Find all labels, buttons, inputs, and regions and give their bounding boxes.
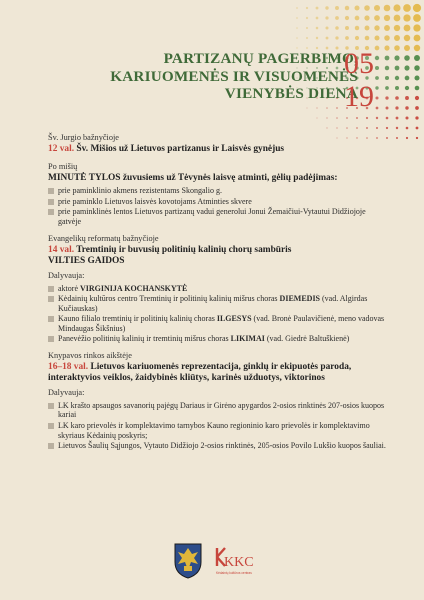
decorative-dot <box>395 86 399 90</box>
section-2-location: Po mišių <box>48 162 78 172</box>
program-content <box>48 133 388 451</box>
decorative-dot <box>366 127 368 129</box>
decorative-dot <box>336 117 338 119</box>
decorative-dot <box>306 47 308 49</box>
decorative-dot <box>345 36 349 40</box>
decorative-dot <box>416 137 418 139</box>
decorative-dot <box>414 65 420 71</box>
decorative-dot <box>386 127 388 129</box>
decorative-dot <box>413 4 421 12</box>
decorative-dot <box>415 96 419 100</box>
section-3-event-text: Tremtinių ir buvusių politinių kalinių chorų sambūris <box>76 245 292 256</box>
decorative-dot <box>405 96 409 100</box>
decorative-dot <box>355 26 359 30</box>
decorative-dot <box>384 35 390 41</box>
list-item: Lietuvos Šaulių Sąjungos, Vytauto Didžiojo 2-osios rinktinės, 205-osios Povilo Lukšio kuopos šauliai. <box>48 441 388 451</box>
section-4-event-text: Lietuvos kariuomenės reprezentacija, ginklų ir ekipuotės paroda, interaktyvios veiklos, žaidybinės kliūtys, karinės užduotys, viktorinos <box>48 362 352 384</box>
decorative-dot <box>325 26 328 29</box>
decorative-dot <box>316 17 319 20</box>
decorative-dot <box>395 66 400 71</box>
decorative-dot <box>326 117 327 118</box>
decorative-dot <box>365 26 370 31</box>
decorative-dot <box>406 137 408 139</box>
decorative-dot <box>406 127 409 130</box>
list-item: Kėdainių kultūros centro Tremtinių ir politinių kalinių mišrus choras DIEMEDIS (vad. Algirdas Kučiauskas) <box>48 294 388 314</box>
decorative-dot <box>326 37 329 40</box>
decorative-dot <box>403 4 411 12</box>
decorative-dot <box>346 117 348 119</box>
section-3-time: 14 val. <box>48 245 75 256</box>
decorative-dot <box>394 35 400 41</box>
decorative-dot <box>396 127 398 129</box>
decorative-dot <box>306 27 308 29</box>
date-block <box>344 47 392 113</box>
decorative-dot <box>356 117 358 119</box>
decorative-dot <box>336 107 338 109</box>
decorative-dot <box>415 106 419 110</box>
decorative-dot <box>365 36 370 41</box>
decorative-dot <box>326 107 328 109</box>
decorative-dot <box>403 14 410 21</box>
decorative-dot <box>364 15 369 20</box>
list-item: LK krašto apsaugos savanorių pajėgų Dariaus ir Girėno apygardos 2-osios rinktinės 207-osios kuopos kariai <box>48 401 388 421</box>
section-1-event-text: Šv. Mišios už Lietuvos partizanus ir Laisvės gynėjus <box>76 144 285 155</box>
decorative-dot <box>405 76 410 81</box>
decorative-dot <box>335 26 339 30</box>
svg-text:Kėdainių kultūros centras: Kėdainių kultūros centras <box>216 571 252 575</box>
decorative-dot <box>355 16 360 21</box>
decorative-dot <box>404 35 410 41</box>
title-line-3: VIENYBĖS DIENA <box>224 85 358 102</box>
decorative-dot <box>396 137 398 139</box>
section-3-participants-label: Dalyvauja: <box>48 271 85 281</box>
decorative-dot <box>395 76 399 80</box>
decorative-dot <box>296 17 298 19</box>
section-3-location: Evangelikų reformatų bažnyčioje <box>48 234 159 244</box>
decorative-dot <box>376 117 378 119</box>
decorative-dot <box>326 47 329 50</box>
decorative-dot <box>404 55 410 61</box>
decorative-dot <box>386 117 389 120</box>
decorative-dot <box>374 25 379 30</box>
title-line-2: KARIUOMENĖS IR VISUOMENĖS <box>110 67 358 85</box>
decorative-dot <box>404 45 410 51</box>
section-1-event <box>48 144 388 155</box>
section-4-event <box>48 362 388 384</box>
list-item: Kauno filialo tremtinių ir politinių kalinių choras ILGESYS (vad. Bronė Paulavičienė, meno vadovas Mindaugas Šikšnius) <box>48 314 388 334</box>
section-1-location: Šv. Jurgio bažnyčioje <box>48 133 119 142</box>
decorative-dot <box>316 7 319 10</box>
decorative-dot <box>413 14 421 22</box>
decorative-dot <box>325 6 328 9</box>
decorative-dot <box>404 65 409 70</box>
section-2-event: MINUTĖ TYLOS žuvusiems už Tėvynės laisvę atminti, gėlių padėjimas: <box>48 173 338 184</box>
decorative-dot <box>316 47 318 49</box>
section-4-participants-label: Dalyvauja: <box>48 388 85 398</box>
decorative-dot <box>405 86 409 90</box>
decorative-dot <box>394 25 400 31</box>
logos <box>172 542 254 580</box>
date-day: 19 <box>344 80 374 113</box>
decorative-dot <box>364 5 370 11</box>
decorative-dot <box>384 5 391 12</box>
decorative-dot <box>316 117 317 118</box>
decorative-dot <box>394 15 401 22</box>
decorative-dot <box>296 47 297 48</box>
list-item: prie paminklinės lentos Lietuvos partizanų vadui generolui Jonui Žemaičiui-Vytautui Didžiojoje gatvėje <box>48 207 388 227</box>
section-4-location: Knypavos rinkos aikštėje <box>48 351 132 361</box>
decorative-dot <box>404 25 411 32</box>
decorative-dot <box>316 107 317 108</box>
decorative-dot <box>316 27 319 30</box>
decorative-dot <box>416 127 419 130</box>
decorative-dot <box>355 6 360 11</box>
decorative-dot <box>326 127 327 128</box>
decorative-dot <box>335 16 339 20</box>
decorative-dot <box>325 16 328 19</box>
decorative-dot <box>316 37 318 39</box>
decorative-dot <box>395 96 399 100</box>
decorative-dot <box>384 25 390 31</box>
list-item: prie paminklo Lietuvos laisvės kovotojams Atminties skvere <box>48 197 388 207</box>
decorative-dot <box>413 24 420 31</box>
decorative-dot <box>384 15 390 21</box>
decorative-dot <box>414 45 420 51</box>
decorative-dot <box>346 127 348 129</box>
decorative-dot <box>335 6 339 10</box>
section-3-list <box>48 284 388 344</box>
decorative-dot <box>374 35 379 40</box>
title-line-1: PARTIZANŲ PAGERBIMO, <box>163 50 358 67</box>
decorative-dot <box>374 15 380 21</box>
decorative-dot <box>396 117 399 120</box>
decorative-dot <box>356 127 358 129</box>
kkc-logo <box>216 548 254 575</box>
decorative-dot <box>415 116 418 119</box>
section-1-time: 12 val. <box>48 144 75 155</box>
section-4-list <box>48 401 388 451</box>
decorative-dot <box>414 75 419 80</box>
decorative-dot <box>414 55 420 61</box>
page-title <box>40 50 358 103</box>
decorative-dot <box>335 36 338 39</box>
decorative-dot <box>405 116 408 119</box>
date-month: 05 <box>344 47 374 80</box>
decorative-dot <box>306 107 307 108</box>
decorative-dot <box>306 17 308 19</box>
decorative-dot <box>296 7 298 9</box>
list-item: aktorė VIRGINIJA KOCHANSKYTĖ <box>48 284 388 294</box>
decorative-dot <box>345 26 349 30</box>
decorative-dot <box>345 6 349 10</box>
decorative-dot <box>393 4 400 11</box>
section-2-list <box>48 186 388 226</box>
kedainiai-coat-of-arms-icon <box>175 544 201 578</box>
section-4-time: 16–18 val. <box>48 362 89 373</box>
list-item: Panevėžio politinių kalinių ir tremtinių mišrus choras LIKIMAI (vad. Giedrė Baltuškienė) <box>48 334 388 344</box>
section-3-event-name: VILTIES GAIDOS <box>48 256 125 267</box>
svg-text:KKC: KKC <box>224 555 254 570</box>
decorative-dot <box>296 27 298 29</box>
decorative-dot <box>306 37 308 39</box>
section-3-event <box>48 245 388 267</box>
decorative-dot <box>394 45 400 51</box>
decorative-dot <box>376 127 378 129</box>
decorative-dot <box>296 37 298 39</box>
decorative-dot <box>336 127 337 128</box>
decorative-dot <box>345 16 349 20</box>
decorative-dot <box>394 55 399 60</box>
decorative-dot <box>374 5 380 11</box>
decorative-dot <box>366 117 368 119</box>
decorative-dot <box>415 86 420 91</box>
list-item: prie paminklinio akmens rezistentams Skongalio g. <box>48 186 388 196</box>
decorative-dot <box>405 106 408 109</box>
decorative-dot <box>355 36 359 40</box>
decorative-dot <box>414 35 421 42</box>
decorative-dot <box>306 7 308 9</box>
list-item: LK karo prievolės ir komplektavimo tarnybos Kauno regioninio karo prievolės ir komplektavimo skyriaus Kėdainių poskyris; <box>48 421 388 441</box>
decorative-dot <box>395 106 398 109</box>
